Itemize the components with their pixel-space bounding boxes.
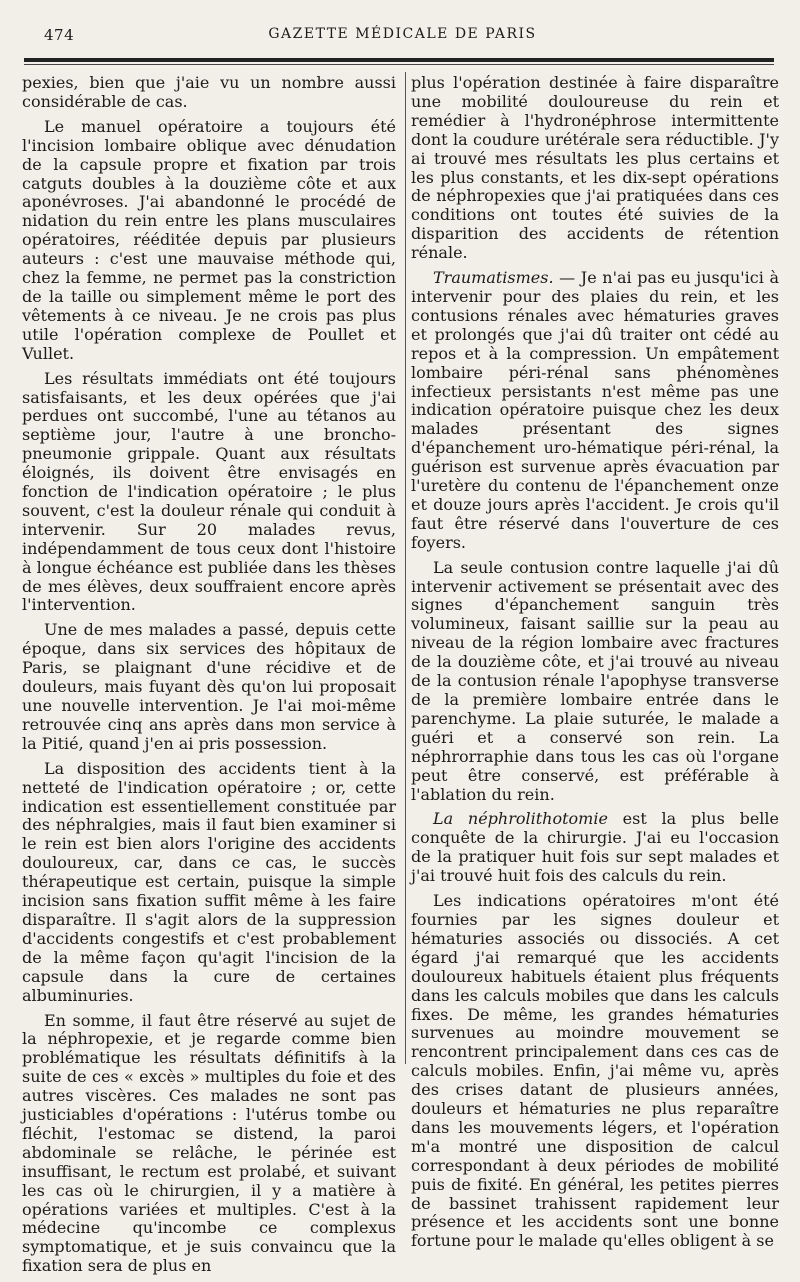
journal-title: GAZETTE MÉDICALE DE PARIS <box>268 26 537 42</box>
paragraph-text: La disposition des accidents tient à la netteté de l'indication opératoire ; or, cette indication est essentiellement constituée par des néphralgies, mais il faut bien examiner si le rein est bien alors l'origine des accidents douloureux, car, dans ce cas, le succès thérapeutique est certain, puisque la simple incision sans fixation suffit même à les faire disparaître. Il s'agit alors de la suppression d'accidents congestifs et c'est probablement de la même façon qu'agit l'incision de la capsule dans la cure de certaines albuminuries. <box>22 758 396 1005</box>
paragraph-text: Les résultats immédiats ont été toujours satisfaisants, et les deux opérées que j'ai perdues ont succombé, l'une au tétanos au septième jour, l'autre à une broncho-pneumonie grippale. Quant aux résultats éloignés, ils doivent être envisagés en fonction de l'indication opératoire ; le plus souvent, c'est la douleur rénale qui conduit à intervenir. Sur 20 malades revus, indépendamment de tous ceux dont l'histoire à longue échéance est publiée dans les thèses de mes élèves, deux souffraient encore après l'intervention. <box>22 368 396 615</box>
paragraph-text: Le manuel opératoire a toujours été l'incision lombaire oblique avec dénudation de la capsule propre et fixation par trois catguts doubles à la douzième côte et aux aponévroses. J'ai abandonné le procédé de nidation du rein entre les plans musculaires opératoires, rééditée depuis par plusieurs auteurs : c'est une mauvaise méthode qui, chez la femme, ne permet pas la constriction de la taille ou simplement même le port des vêtements à ce niveau. Je ne crois pas plus utile l'opération complexe de Poullet et Vullet. <box>22 116 396 363</box>
right-column <box>411 74 779 1257</box>
paragraph-text: Les indications opératoires m'ont été fournies par les signes douleur et hématuries associés ou dissociés. A cet égard j'ai remarqué que les accidents douloureux habituels étaient plus fréquents dans les calculs mobiles que dans les calculs fixes. De même, les grandes hématuries survenues au moindre mouvement se rencontrent principalement dans ces cas de calculs mobiles. Enfin, j'ai même vu, après des crises datant de plusieurs années, douleurs et hématuries ne plus reparaître dans les mouvements légers, et l'opération m'a montré une disposition de calcul correspondant à deux périodes de mobilité puis de fixité. En général, les petites pierres de bassinet trahissent rapidement leur présence et les accidents sont une bonne fortune pour le malade qu'elles obligent à se <box>411 891 779 1251</box>
paragraph-text: pexies, bien que j'aie vu un nombre aussi considérable de cas. <box>22 73 396 111</box>
header-rule <box>24 58 774 62</box>
paragraph-text: est la plus belle conquête de la chirurgie. J'ai eu l'occasion de la pratiquer huit fois sur sept malades et j'ai trouvé huit fois des calculs du rein. <box>411 809 779 886</box>
paragraph <box>22 370 396 616</box>
paragraph <box>411 810 779 886</box>
paragraph <box>411 74 779 263</box>
paragraph-lead: La néphrolithotomie <box>433 809 608 829</box>
paragraph <box>22 74 396 112</box>
paragraph-text: Une de mes malades a passé, depuis cette époque, dans six services des hôpitaux de Paris, se plaignant d'une récidive et de douleurs, mais fuyant dès qu'on lui proposait une nouvelle intervention. Je l'ai moi-même retrouvée cinq ans après dans mon service à la Pitié, quand j'en ai pris possession. <box>22 620 396 753</box>
column-divider <box>405 72 406 1064</box>
page-number: 474 <box>44 26 75 44</box>
paragraph-lead: Traumatismes. <box>433 268 554 288</box>
left-column <box>22 74 396 1282</box>
paragraph <box>22 760 396 1006</box>
paragraph <box>22 118 396 364</box>
paragraph <box>411 892 779 1251</box>
paragraph-text: plus l'opération destinée à faire disparaître une mobilité douloureuse du rein et remédier à l'hydronéphrose intermittente dont la coudure urétérale sera réductible. J'y ai trouvé mes résultats les plus certains et les plus constants, et les dix-sept opérations de néphropexies que j'ai pratiquées dans ces conditions ont toutes été suivies de la disparition des accidents de rétention rénale. <box>411 73 779 263</box>
paragraph <box>411 269 779 553</box>
paragraph-text: En somme, il faut être réservé au sujet de la néphropexie, et je regarde comme bien problématique les résultats définitifs à la suite de ces « excès » multiples du foie et des autres viscères. Ces malades ne sont pas justiciables d'opérations : l'utérus tombe ou fléchit, l'estomac se distend, la paroi abdominale se relâche, le périnée est insuffisant, le rectum est prolabé, et suivant les cas où le chirurgien, il y a matière à opérations variées et multiples. C'est à la médecine qu'incombe ce complexus symptomatique, et je suis convaincu que la fixation sera de plus en <box>22 1010 396 1276</box>
paragraph <box>22 621 396 753</box>
paragraph <box>22 1012 396 1277</box>
header-rule-thin <box>24 64 774 65</box>
paragraph <box>411 559 779 805</box>
page-header <box>30 22 775 48</box>
paragraph-text: — Je n'ai pas eu jusqu'ici à intervenir pour des plaies du rein, et les contusions rénales avec hématuries graves et prolongés que j'ai dû traiter ont cédé au repos et à la compression. Un empâtement lombaire péri-rénal sans phénomènes infectieux persistants n'est même pas une indication opératoire puisque chez les deux malades présentant des signes d'épanchement uro-hématique péri-rénal, la guérison est survenue après évacuation par l'uretère du contenu de l'épanchement onze et douze jours après l'accident. Je crois qu'il faut être réservé dans l'ouverture de ces foyers. <box>411 268 779 552</box>
paragraph-text: La seule contusion contre laquelle j'ai dû intervenir activement se présentait avec des signes d'épanchement sanguin très volumineux, faisant saillie sur la peau au niveau de la région lombaire avec fractures de la douzième côte, et j'ai trouvé au niveau de la contusion rénale l'apophyse transverse de la première lombaire entrée dans le parenchyme. La plaie suturée, le malade a guéri et a conservé son rein. La néphrorraphie dans tous les cas où l'organe peut être conservé, est préférable à l'ablation du rein. <box>411 557 779 804</box>
